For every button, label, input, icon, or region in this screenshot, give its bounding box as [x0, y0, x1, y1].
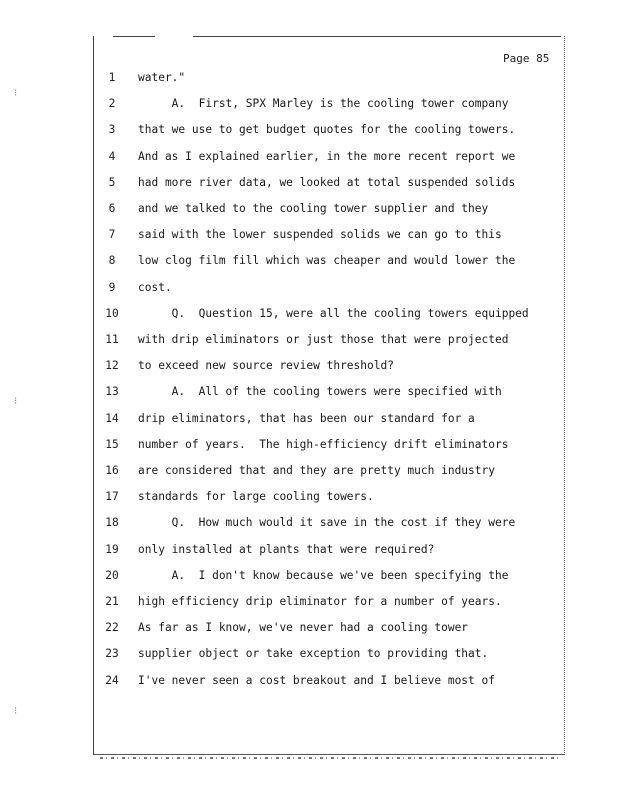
transcript-line [93, 254, 563, 274]
line-text: A. I don't know because we've been specifying the [138, 568, 509, 582]
line-number: 8 [108, 254, 116, 268]
line-text: drip eliminators, that has been our standard for a [138, 411, 475, 425]
line-number: 22 [105, 621, 119, 635]
transcript-line [93, 621, 563, 641]
scan-noise-rule [100, 757, 560, 759]
line-number: 11 [105, 333, 119, 346]
transcript-line [93, 569, 563, 589]
transcript-line [93, 674, 563, 694]
line-text: As far as I know, we've never had a cooling tower [138, 621, 469, 635]
line-text: A. All of the cooling towers were specified with [138, 385, 502, 399]
transcript-line [93, 412, 563, 432]
line-text: high efficiency drip eliminator for a number of years. [138, 595, 502, 608]
transcript-line [93, 228, 563, 248]
line-number: 6 [108, 202, 116, 215]
line-number: 21 [105, 595, 119, 608]
line-number: 24 [105, 673, 119, 687]
line-number: 1 [108, 71, 116, 84]
line-number: 10 [105, 306, 119, 320]
line-number: 3 [108, 123, 116, 137]
transcript-line [93, 595, 563, 615]
line-number: 2 [108, 97, 116, 111]
line-text: number of years. The high-efficiency drift eliminators [138, 437, 509, 451]
line-text: only installed at plants that were required? [138, 542, 435, 556]
transcript-line [93, 202, 563, 222]
line-text: water." [138, 71, 186, 84]
line-number: 12 [105, 359, 119, 373]
line-text: Q. Question 15, were all the cooling towers equipped [138, 306, 529, 320]
line-text: had more river data, we looked at total suspended solids [138, 175, 516, 189]
line-text: with drip eliminators or just those that were projected [138, 333, 509, 346]
transcript-line [93, 281, 563, 301]
margin-mark: ⁝ [14, 706, 18, 717]
transcript-line [93, 516, 563, 536]
transcript-line [93, 307, 563, 327]
line-text: A. First, SPX Marley is the cooling tower company [138, 97, 509, 111]
line-text: Q. How much would it save in the cost if they were [138, 516, 516, 530]
transcript-line [93, 71, 563, 91]
margin-mark: ⁝ [14, 396, 18, 407]
top-rule [193, 36, 561, 37]
line-text: supplier object or take exception to providing that. [138, 647, 489, 661]
transcript-line [93, 97, 563, 117]
transcript-line [93, 647, 563, 667]
line-number: 7 [108, 228, 116, 242]
line-text: and we talked to the cooling tower supplier and they [138, 202, 489, 215]
line-number: 5 [108, 175, 116, 189]
transcript-line [93, 438, 563, 458]
page-number: Page 85 [503, 52, 550, 65]
line-text: said with the lower suspended solids we can go to this [138, 228, 502, 242]
transcript-line [93, 543, 563, 563]
line-text: cost. [138, 280, 172, 294]
line-number: 19 [105, 542, 119, 556]
margin-mark: ⁝ [14, 88, 18, 99]
line-number: 15 [105, 437, 119, 451]
transcript-line [93, 333, 563, 353]
transcript-line [93, 123, 563, 143]
line-text: And as I explained earlier, in the more recent report we [138, 149, 516, 163]
line-text: are considered that and they are pretty much industry [138, 464, 495, 477]
line-text: I've never seen a cost breakout and I believe most of [138, 673, 495, 687]
line-number: 14 [105, 411, 119, 425]
transcript-line [93, 359, 563, 379]
line-number: 4 [108, 149, 116, 163]
line-number: 13 [105, 385, 119, 399]
transcript-line [93, 464, 563, 484]
top-rule [113, 36, 155, 37]
transcript-line [93, 385, 563, 405]
line-text: to exceed new source review threshold? [138, 359, 394, 373]
transcript-line [93, 150, 563, 170]
line-text: standards for large cooling towers. [138, 490, 374, 504]
line-number: 23 [105, 647, 119, 661]
line-number: 17 [105, 490, 119, 504]
transcript-line [93, 490, 563, 510]
line-number: 16 [105, 464, 119, 477]
line-number: 9 [108, 280, 116, 294]
line-text: that we use to get budget quotes for the cooling towers. [138, 123, 516, 137]
transcript-line [93, 176, 563, 196]
line-number: 20 [105, 568, 119, 582]
line-number: 18 [105, 516, 119, 530]
line-text: low clog film fill which was cheaper and would lower the [138, 254, 516, 268]
